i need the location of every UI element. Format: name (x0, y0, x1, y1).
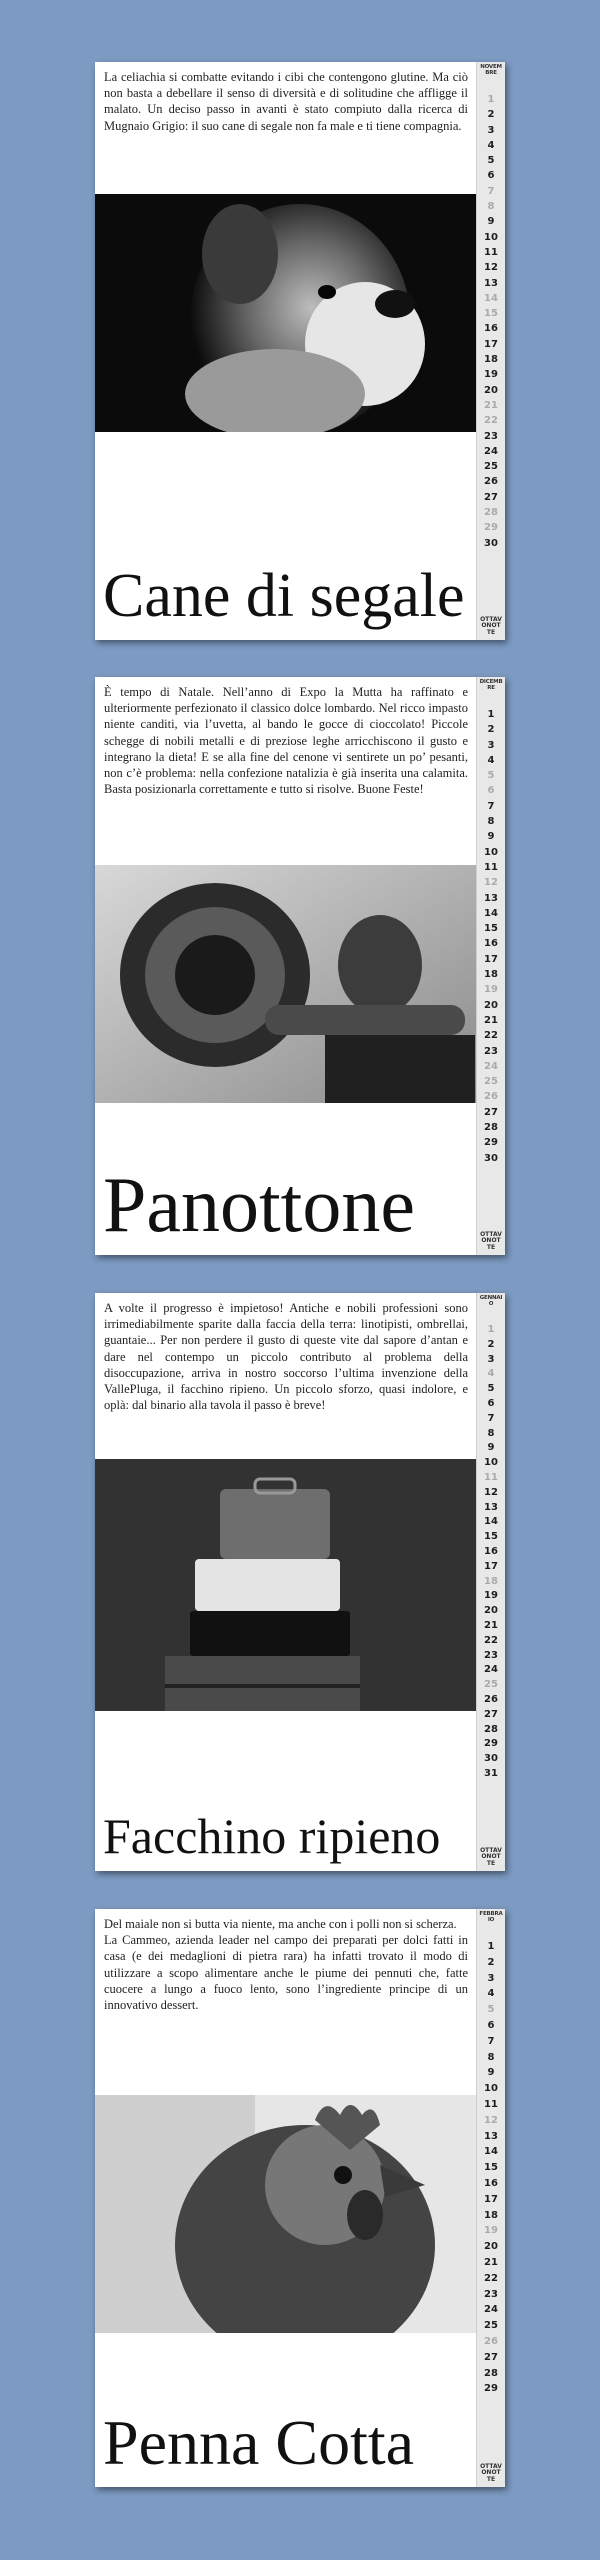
calendar-day: 5 (487, 1383, 495, 1395)
calendar-day: 7 (487, 1412, 495, 1424)
calendar-day: 28 (484, 1723, 498, 1735)
calendar-day: 9 (487, 831, 495, 843)
brand-logo: OTTAVONOTTE (480, 1230, 502, 1251)
calendar-day: 26 (484, 476, 498, 488)
calendar-day: 14 (484, 1516, 498, 1528)
page-description: A volte il progresso è impietoso! Antiche e nobili professioni sono irrimediabilmente sparite dalla faccia della terra: linotipisti, ombrellai, guantaie... Per non perdere il gusto di queste vite dal sapore d’antan e dare nel contempo un piccolo contributo al problema della disoccupazione, arriva in nostro soccorso l’ultima invenzione della VallePluga, il facchino ripieno. Un piccolo sforzo, quasi indolore, e oplà: dal binario alla tavola il passo è breve! (104, 1301, 468, 1413)
calendar-day: 30 (484, 1152, 498, 1164)
calendar-day: 3 (487, 739, 495, 751)
calendar-day: 15 (484, 923, 498, 935)
page-description: La celiachia si combatte evitando i cibi che contengono glutine. Ma ciò non basta a debellare il senso di diversità e di solitudine che affligge il malato. Un deciso passo in avanti è stato compiuto dalla ricerca di Mugnaio Grigio: il suo cane di segale non fa male e ti tiene compagnia. (104, 70, 468, 133)
page-content (95, 1909, 477, 2487)
calendar-day: 16 (484, 1545, 498, 1557)
calendar-day: 20 (484, 999, 498, 1011)
calendar-day: 24 (484, 2304, 498, 2316)
page-title: Penna Cotta (103, 2407, 415, 2478)
days-list (477, 707, 505, 1166)
calendar-day: 14 (484, 292, 498, 304)
calendar-day: 16 (484, 323, 498, 335)
calendar-day: 8 (487, 2051, 495, 2063)
calendar-day: 5 (487, 770, 495, 782)
calendar-day: 18 (484, 1575, 498, 1587)
calendar-day: 17 (484, 1560, 498, 1572)
page-title: Facchino ripieno (103, 1808, 441, 1864)
calendar-day: 29 (484, 1137, 498, 1149)
calendar-day: 23 (484, 2288, 498, 2300)
calendar-day: 23 (484, 1045, 498, 1057)
calendar-day: 21 (484, 2256, 498, 2268)
calendar-day: 25 (484, 1076, 498, 1088)
photo-hen (95, 2095, 477, 2333)
calendar-day: 18 (484, 2209, 498, 2221)
calendar-day: 1 (487, 1324, 495, 1335)
month-label: FEBBRAIO (479, 1911, 503, 1923)
calendar-day: 29 (484, 522, 498, 534)
calendar-day: 9 (487, 216, 495, 228)
page-content (95, 677, 477, 1255)
calendar-day: 1 (487, 1941, 495, 1952)
calendar-day: 22 (484, 2272, 498, 2284)
calendar-day: 19 (484, 369, 498, 381)
calendar-day: 19 (484, 1590, 498, 1602)
calendar-strip (476, 677, 505, 1255)
calendar-day: 17 (484, 338, 498, 350)
calendar-day: 8 (487, 201, 495, 213)
calendar-day: 23 (484, 430, 498, 442)
calendar-day: 13 (484, 2130, 498, 2142)
calendar-day: 15 (484, 2162, 498, 2174)
calendar-day: 26 (484, 1693, 498, 1705)
calendar-day: 3 (487, 1972, 495, 1984)
calendar-day: 17 (484, 2193, 498, 2205)
calendar-day: 2 (487, 724, 495, 736)
calendar-page-february (95, 1909, 505, 2487)
calendar-day: 27 (484, 491, 498, 503)
days-list (477, 92, 505, 551)
calendar-day: 6 (487, 2019, 495, 2031)
calendar-day: 12 (484, 262, 498, 274)
calendar-day: 24 (484, 1060, 498, 1072)
calendar-day: 22 (484, 1030, 498, 1042)
calendar-day: 4 (487, 754, 495, 766)
calendar-day: 7 (487, 800, 495, 812)
brand-logo: OTTAVONOTTE (480, 1846, 502, 1867)
calendar-day: 9 (487, 1442, 495, 1454)
days-list (477, 1939, 505, 2397)
calendar-day: 20 (484, 384, 498, 396)
calendar-day: 14 (484, 2146, 498, 2158)
calendar-day: 25 (484, 2320, 498, 2332)
calendar-day: 8 (487, 1427, 495, 1439)
calendar-day: 20 (484, 2241, 498, 2253)
month-label: DICEMBRE (479, 679, 503, 691)
calendar-strip (476, 62, 505, 640)
calendar-day: 22 (484, 415, 498, 427)
calendar-day: 10 (484, 2083, 498, 2095)
calendar-day: 2 (487, 109, 495, 121)
calendar-strip (476, 1293, 505, 1871)
calendar-day: 15 (484, 1531, 498, 1543)
calendar-day: 15 (484, 308, 498, 320)
calendar-day: 17 (484, 953, 498, 965)
calendar-day: 19 (484, 984, 498, 996)
calendar-page-january (95, 1293, 505, 1871)
page-description: Del maiale non si butta via niente, ma anche con i polli non si scherza. La Cammeo, azienda leader nel campo dei preparati per dolci fatti in casa (e dei medaglioni di pietra rara) ha infatti trovato il modo di utilizzare a scopo alimentare anche le piume dei pennuti che, fatte cuocere a lungo a fuoco lento, sono l’ingrediente principe di un innovativo dessert. (104, 1917, 468, 2013)
page-title: Panottone (103, 1161, 415, 1248)
calendar-day: 31 (484, 1767, 498, 1779)
calendar-day: 7 (487, 2035, 495, 2047)
calendar-day: 28 (484, 1122, 498, 1134)
calendar-day: 19 (484, 2225, 498, 2237)
calendar-day: 30 (484, 1753, 498, 1765)
calendar-day: 9 (487, 2067, 495, 2079)
calendar-day: 6 (487, 170, 495, 182)
dog-image (95, 194, 477, 432)
calendar-day: 21 (484, 1619, 498, 1631)
brand-logo: OTTAVONOTTE (480, 615, 502, 636)
calendar-day: 10 (484, 1457, 498, 1469)
month-label: NOVEMBRE (480, 64, 502, 76)
calendar-day: 29 (484, 1738, 498, 1750)
calendar-day: 20 (484, 1605, 498, 1617)
page-content (95, 1293, 477, 1871)
calendar-day: 12 (484, 2114, 498, 2126)
calendar-day: 21 (484, 399, 498, 411)
calendar-day: 5 (487, 155, 495, 167)
days-list (477, 1323, 505, 1782)
calendar-day: 24 (484, 1664, 498, 1676)
photo-tuba-player (95, 865, 477, 1103)
calendar-day: 22 (484, 1634, 498, 1646)
calendar-day: 29 (484, 2383, 498, 2395)
photo-schnauzer-dog (95, 194, 477, 432)
month-label: GENNAIO (479, 1295, 503, 1307)
calendar-day: 27 (484, 1708, 498, 1720)
calendar-day: 12 (484, 877, 498, 889)
calendar-day: 4 (487, 139, 495, 151)
calendar-day: 1 (487, 709, 495, 720)
calendar-day: 28 (484, 507, 498, 519)
calendar-day: 10 (484, 231, 498, 243)
calendar-day: 28 (484, 2367, 498, 2379)
calendar-day: 16 (484, 2177, 498, 2189)
calendar-day: 16 (484, 938, 498, 950)
calendar-day: 23 (484, 1649, 498, 1661)
calendar-day: 11 (484, 246, 498, 258)
calendar-day: 25 (484, 461, 498, 473)
calendar-day: 8 (487, 816, 495, 828)
calendar-page-december (95, 677, 505, 1255)
photo-suitcases (95, 1459, 477, 1711)
calendar-day: 13 (484, 892, 498, 904)
page-content (95, 62, 477, 640)
brand-logo: OTTAVONOTTE (480, 2462, 502, 2483)
calendar-day: 6 (487, 785, 495, 797)
calendar-day: 14 (484, 907, 498, 919)
calendar-day: 21 (484, 1014, 498, 1026)
calendar-day: 26 (484, 1091, 498, 1103)
calendar-day: 3 (487, 1353, 495, 1365)
calendar-day: 1 (487, 94, 495, 105)
calendar-day: 27 (484, 1106, 498, 1118)
tuba-image (95, 865, 477, 1103)
calendar-day: 11 (484, 2098, 498, 2110)
calendar-day: 27 (484, 2351, 498, 2363)
calendar-day: 10 (484, 846, 498, 858)
calendar-day: 13 (484, 277, 498, 289)
calendar-day: 18 (484, 969, 498, 981)
calendar-day: 2 (487, 1338, 495, 1350)
calendar-day: 4 (487, 1368, 495, 1380)
page-description: È tempo di Natale. Nell’anno di Expo la Mutta ha raffinato e ulteriormente perfezionato il classico dolce lombardo. Nel ricco impasto niente canditi, via l’uvetta, al bando le gocce di cioccolato! Piccole schegge di nobili metalli e di preziose leghe arricchiscono il gusto e integrano la dieta! E se alla fine del cenone vi sentirete un po’ pesanti, non c’è problema: nella confezione natalizia è già inserita una calamita. Basta posizionarla correttamente e tutto si risolve. Buone Feste! (104, 685, 468, 797)
calendar-day: 12 (484, 1486, 498, 1498)
suitcases-image (95, 1459, 477, 1711)
calendar-strip (476, 1909, 505, 2487)
calendar-day: 13 (484, 1501, 498, 1513)
calendar-day: 11 (484, 1471, 498, 1483)
calendar-day: 2 (487, 1956, 495, 1968)
calendar-day: 5 (487, 2004, 495, 2016)
calendar-day: 30 (484, 537, 498, 549)
hen-image (95, 2095, 477, 2333)
calendar-day: 11 (484, 861, 498, 873)
calendar-day: 26 (484, 2335, 498, 2347)
calendar-day: 4 (487, 1988, 495, 2000)
calendar-day: 7 (487, 185, 495, 197)
calendar-day: 18 (484, 354, 498, 366)
page-title: Cane di segale (103, 562, 465, 630)
calendar-page-november (95, 62, 505, 640)
calendar-day: 3 (487, 124, 495, 136)
calendar-day: 24 (484, 445, 498, 457)
calendar-day: 25 (484, 1679, 498, 1691)
calendar-day: 6 (487, 1397, 495, 1409)
